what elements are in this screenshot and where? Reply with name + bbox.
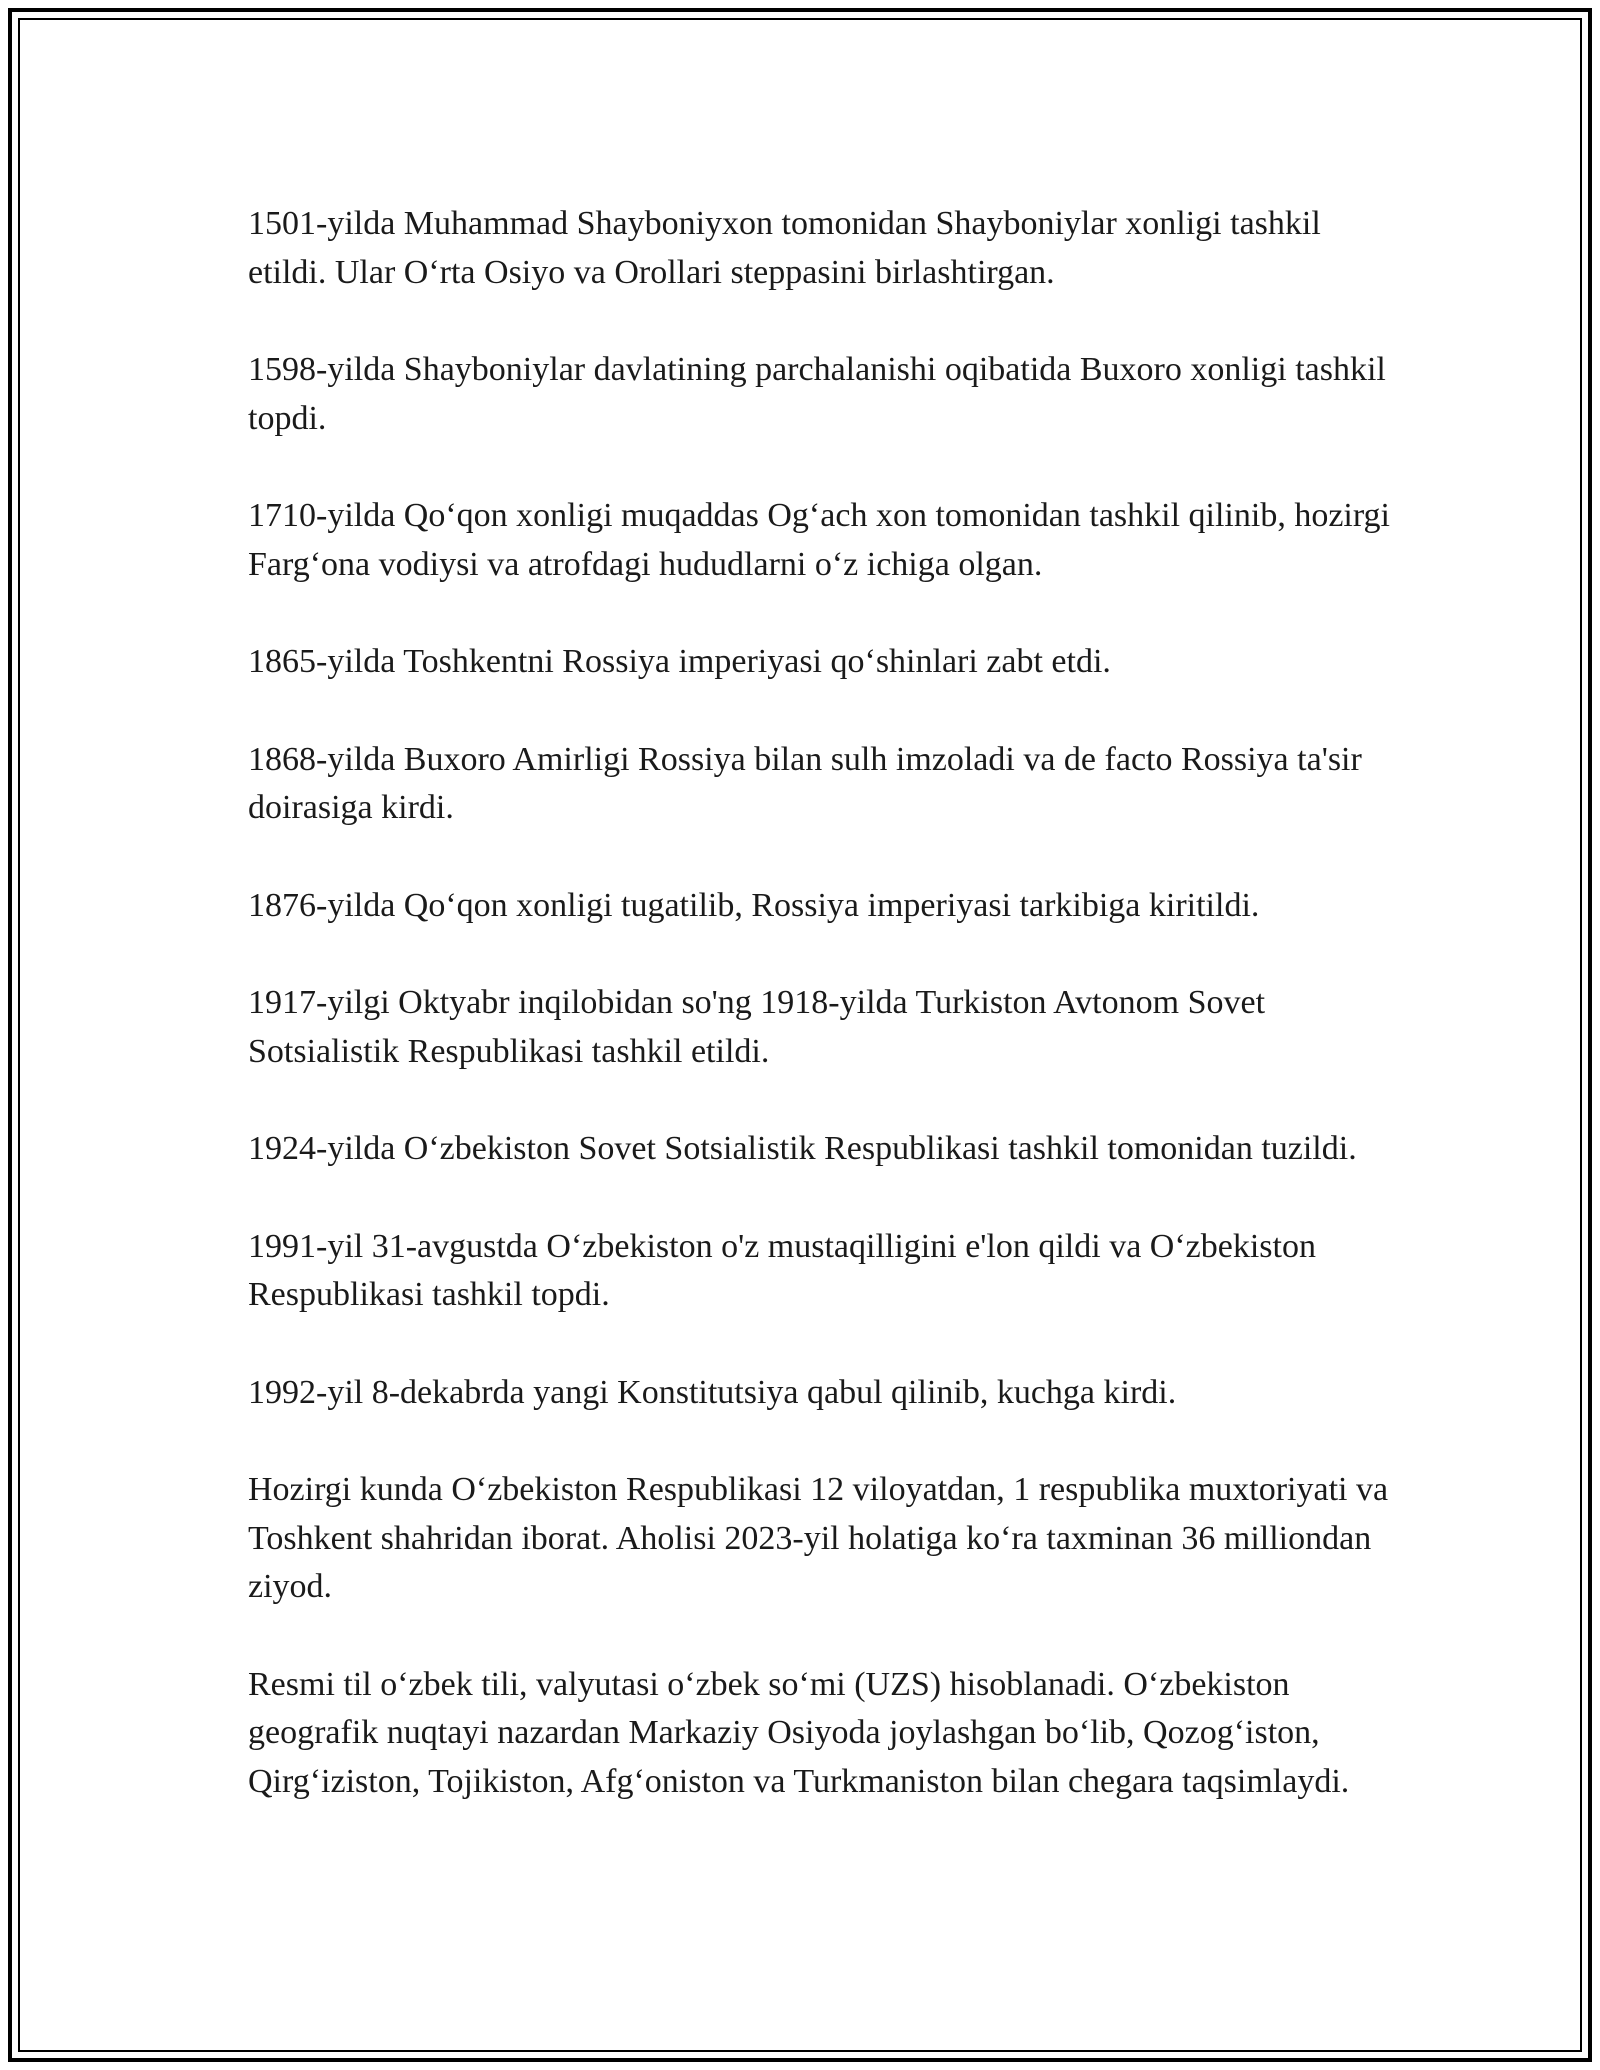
paragraph-1501: 1501-yilda Muhammad Shayboniyxon tomonidan Shayboniylar xonligi tashkil etildi. Ular O‘rta Osiyo va Orollari steppasini birlashtirgan. — [248, 205, 1321, 291]
paragraph-1710: 1710-yilda Qo‘qon xonligi muqaddas Og‘ach xon tomonidan tashkil qilinib, hozirgi Farg‘ona vodiysi va atrofdagi hududlarni o‘z ichiga olgan. — [248, 497, 1391, 583]
paragraph-1865: 1865-yilda Toshkentni Rossiya imperiyasi qo‘shinlari zabt etdi. — [248, 643, 1111, 680]
paragraph-1868: 1868-yilda Buxoro Amirligi Rossiya bilan sulh imzoladi va de facto Rossiya ta'sir doirasiga kirdi. — [248, 740, 1362, 826]
paragraph-1598: 1598-yilda Shayboniylar davlatining parchalanishi oqibatida Buxoro xonligi tashkil topdi. — [248, 351, 1386, 437]
paragraph-1917: 1917-yilgi Oktyabr inqilobidan so'ng 1918-yilda Turkiston Avtonom Sovet Sotsialistik Respublikasi tashkil etildi. — [248, 984, 1266, 1070]
paragraph-1992: 1992-yil 8-dekabrda yangi Konstitutsiya qabul qilinib, kuchga kirdi. — [248, 1373, 1177, 1411]
paragraph-1876: 1876-yilda Qo‘qon xonligi tugatilib, Rossiya imperiyasi tarkibiga kiritildi. — [248, 886, 1260, 924]
paragraph-1991: 1991-yil 31-avgustda O‘zbekiston o'z mustaqilligini e'lon qildi va O‘zbekiston Respublikasi tashkil topdi. — [248, 1227, 1316, 1313]
paragraph-language-geography: Resmi til o‘zbek tili, valyutasi o‘zbek so‘mi (UZS) hisoblanadi. O‘zbekiston geografik nuqtayi nazardan Markaziy Osiyoda joylashgan bo‘lib, Qozog‘iston, Qirg‘iziston, Tojikiston, Afg‘oniston va Turkmaniston bilan chegara taqsimlaydi. — [248, 1665, 1350, 1800]
document-body — [248, 200, 1398, 1855]
page-frame — [8, 8, 1592, 2062]
paragraph-current-state: Hozirgi kunda O‘zbekiston Respublikasi 12 viloyatdan, 1 respublika muxtoriyati va Toshkent shahridan iborat. Aholisi 2023-yil holatiga ko‘ra taxminan 36 milliondan ziyod. — [248, 1471, 1389, 1605]
paragraph-1924: 1924-yilda O‘zbekiston Sovet Sotsialistik Respublikasi tashkil tomonidan tuzildi. — [248, 1130, 1357, 1167]
